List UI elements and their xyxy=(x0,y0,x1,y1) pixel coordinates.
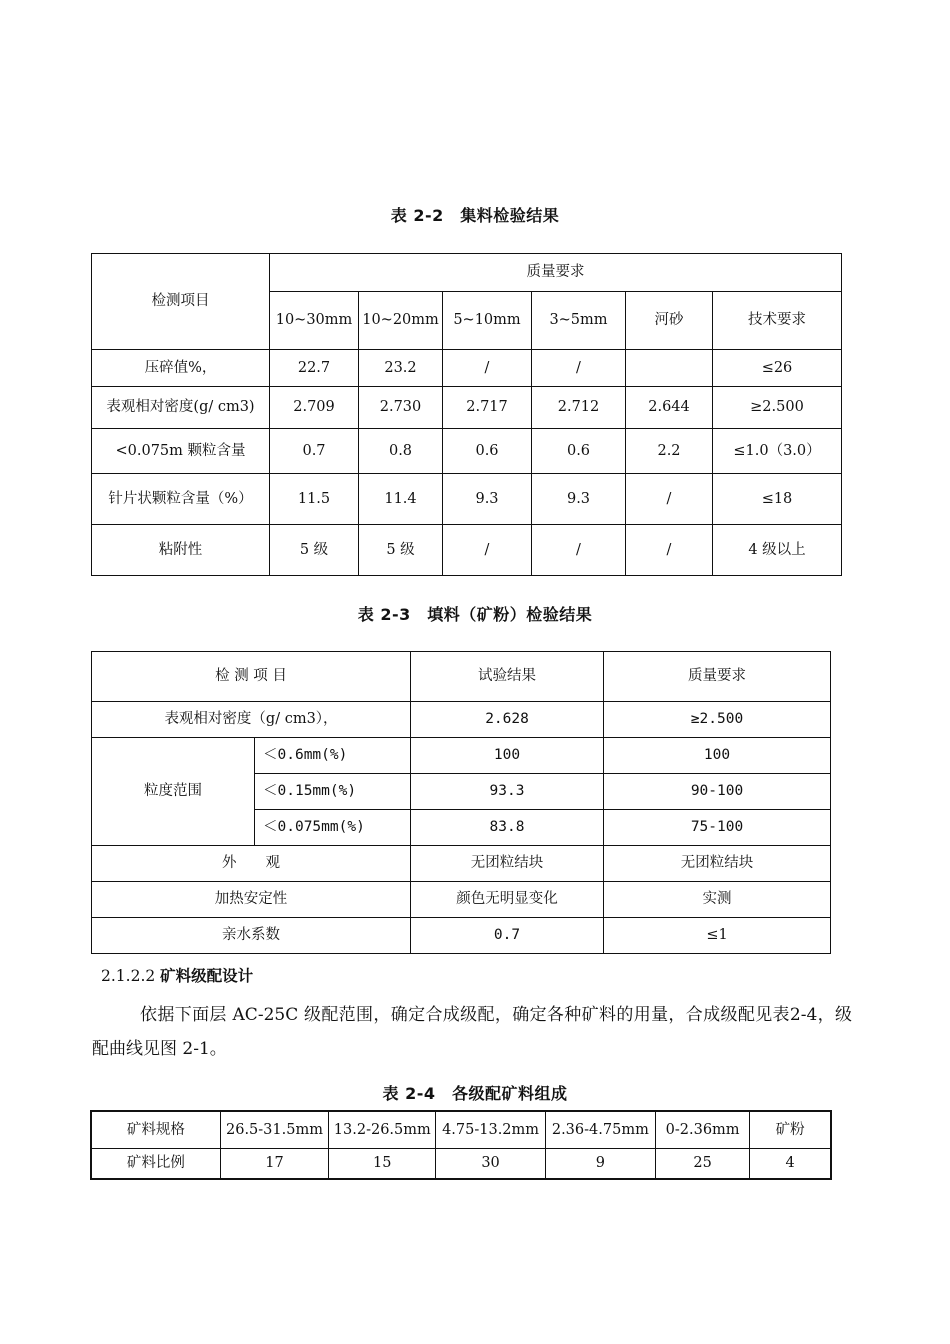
cell: 2.717 xyxy=(443,387,532,429)
cell: 11.5 xyxy=(270,474,359,525)
header-result: 试验结果 xyxy=(411,652,604,702)
table-row xyxy=(92,474,842,525)
cell: 13.2-26.5mm xyxy=(329,1111,436,1148)
cell-requirement: ≥2.500 xyxy=(604,702,831,738)
cell-requirement: 90-100 xyxy=(604,774,831,810)
table-row xyxy=(92,702,831,738)
table-row xyxy=(92,738,831,774)
header-item: 检 测 项 目 xyxy=(92,652,411,702)
cell: 2.709 xyxy=(270,387,359,429)
cell xyxy=(626,350,713,387)
table-2-4 xyxy=(90,1110,832,1180)
cell: 26.5-31.5mm xyxy=(220,1111,328,1148)
header-requirement: 质量要求 xyxy=(604,652,831,702)
section-heading xyxy=(101,964,253,986)
cell: 5 级 xyxy=(270,525,359,576)
cell-result: 2.628 xyxy=(411,702,604,738)
cell-requirement: ≤1 xyxy=(604,918,831,954)
section-number: 2.1.2.2 xyxy=(101,967,156,985)
table-row xyxy=(92,350,842,387)
row-item: 表观相对密度(g/ cm3) xyxy=(92,387,270,429)
table-2-3-caption: 表 2-3 填料（矿粉）检验结果 xyxy=(357,605,593,624)
table-2-2 xyxy=(91,253,842,576)
table-row xyxy=(92,387,842,429)
table-row xyxy=(91,1148,831,1179)
table-row xyxy=(91,1111,831,1148)
section-paragraph: 依据下面层 AC-25C 级配范围，确定合成级配，确定各种矿料的用量，合成级配见表2-4，级配曲线见图 2-1。 xyxy=(92,1005,852,1059)
cell: 25 xyxy=(655,1148,749,1179)
cell: / xyxy=(626,525,713,576)
row-item: 亲水系数 xyxy=(92,918,411,954)
column-header: 河砂 xyxy=(626,292,713,350)
cell: 9.3 xyxy=(532,474,626,525)
table-2-2-caption: 表 2-2 集料检验结果 xyxy=(390,206,560,225)
table-row xyxy=(92,918,831,954)
cell: 17 xyxy=(220,1148,328,1179)
cell: 22.7 xyxy=(270,350,359,387)
cell: 0.8 xyxy=(359,429,443,474)
cell: 2.36-4.75mm xyxy=(545,1111,655,1148)
cell-result: 100 xyxy=(411,738,604,774)
section-title: 矿料级配设计 xyxy=(160,967,254,985)
cell: 4.75-13.2mm xyxy=(436,1111,545,1148)
cell: 23.2 xyxy=(359,350,443,387)
cell-requirement: 实测 xyxy=(604,882,831,918)
column-header: 5~10mm xyxy=(443,292,532,350)
table-row xyxy=(92,882,831,918)
cell: ≥2.500 xyxy=(713,387,842,429)
cell: / xyxy=(532,350,626,387)
table-2-3 xyxy=(91,651,831,954)
cell: / xyxy=(626,474,713,525)
row-label: 矿料比例 xyxy=(91,1148,220,1179)
row-item: 压碎值%， xyxy=(92,350,270,387)
cell: 0.6 xyxy=(532,429,626,474)
cell: 11.4 xyxy=(359,474,443,525)
grading-sub: ＜0.6mm(%) xyxy=(255,738,411,774)
cell-requirement: 75-100 xyxy=(604,810,831,846)
cell: 0-2.36mm xyxy=(655,1111,749,1148)
cell-result: 0.7 xyxy=(411,918,604,954)
cell: 2.2 xyxy=(626,429,713,474)
table-row xyxy=(92,525,842,576)
cell: / xyxy=(532,525,626,576)
cell-result: 93.3 xyxy=(411,774,604,810)
table-row xyxy=(92,846,831,882)
cell-requirement: 无团粒结块 xyxy=(604,846,831,882)
cell: ≤26 xyxy=(713,350,842,387)
cell: 5 级 xyxy=(359,525,443,576)
cell-result: 颜色无明显变化 xyxy=(411,882,604,918)
cell: 2.712 xyxy=(532,387,626,429)
row-item: <0.075m 颗粒含量 xyxy=(92,429,270,474)
grading-label: 粒度范围 xyxy=(92,738,255,846)
cell: 4 xyxy=(750,1148,831,1179)
cell: 30 xyxy=(436,1148,545,1179)
row-item: 表观相对密度（g/ cm3）， xyxy=(92,702,411,738)
cell: 9 xyxy=(545,1148,655,1179)
cell: 2.730 xyxy=(359,387,443,429)
cell: ≤1.0（3.0） xyxy=(713,429,842,474)
table-row xyxy=(92,429,842,474)
table-2-4-caption: 表 2-4 各级配矿料组成 xyxy=(382,1084,568,1103)
row-item: 加热安定性 xyxy=(92,882,411,918)
column-header: 技术要求 xyxy=(713,292,842,350)
row-item: 外 观 xyxy=(92,846,411,882)
cell-requirement: 100 xyxy=(604,738,831,774)
cell: 0.6 xyxy=(443,429,532,474)
row-item: 针片状颗粒含量（%） xyxy=(92,474,270,525)
header-item: 检测项目 xyxy=(92,254,270,350)
cell: / xyxy=(443,525,532,576)
cell-result: 无团粒结块 xyxy=(411,846,604,882)
cell: 2.644 xyxy=(626,387,713,429)
column-header: 3~5mm xyxy=(532,292,626,350)
cell: 4 级以上 xyxy=(713,525,842,576)
header-group: 质量要求 xyxy=(270,254,842,292)
cell-result: 83.8 xyxy=(411,810,604,846)
cell: / xyxy=(443,350,532,387)
grading-sub: ＜0.15mm(%) xyxy=(255,774,411,810)
grading-sub: ＜0.075mm(%) xyxy=(255,810,411,846)
cell: 9.3 xyxy=(443,474,532,525)
cell: ≤18 xyxy=(713,474,842,525)
cell: 15 xyxy=(329,1148,436,1179)
column-header: 10~20mm xyxy=(359,292,443,350)
row-label: 矿料规格 xyxy=(91,1111,220,1148)
cell: 0.7 xyxy=(270,429,359,474)
column-header: 10~30mm xyxy=(270,292,359,350)
row-item: 粘附性 xyxy=(92,525,270,576)
cell: 矿粉 xyxy=(750,1111,831,1148)
